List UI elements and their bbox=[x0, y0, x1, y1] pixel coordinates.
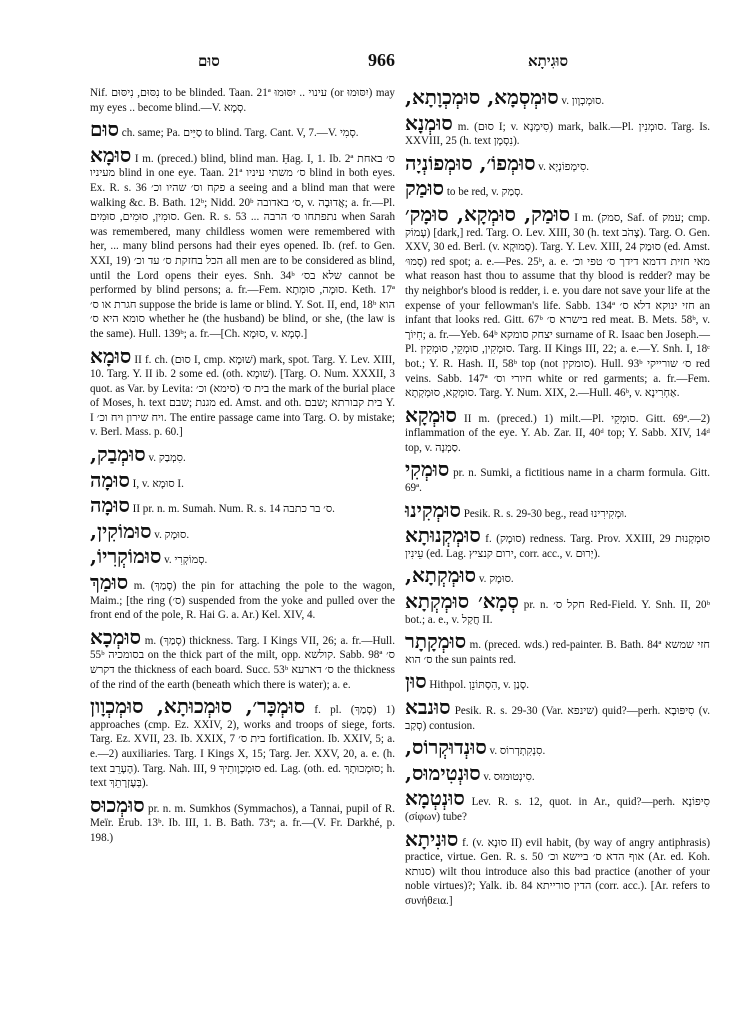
dictionary-entry bbox=[90, 626, 395, 692]
dictionary-entry bbox=[405, 590, 710, 627]
entry-text: I m. (סמק, Saf. of עמק; cmp. עָמוֹק) [dark,] red. Targ. O. Lev. XIII, 30 (h. text צָהֹב). Targ. O. Gen. XXV, 30 ed. Berl. (v. סְמוּקָא). Targ. Y. Lev. XIII, 24 סוּמַק (ed. Amst. סְמוּ׳) red spot; a. e.—Pes. 25ᵇ, a. e. מאי חזית דדמא דידך ס׳ טפי וכ׳ what reason hast thou to assume that thy blood is redder? may be thy neighbor's blood is redder, i. e. you dare not save your life at the expense of your fellowman's life. Sabb. 134ª חזי ינוקא דלא ס׳ an infant that looks red. Gitt. 67ᵇ בישרא ס׳ red meat. B. Mets. 58ᵇ, v. חִיוֹרָ; a. fr.—Yeb. 64ᵇ יצחק סומקא surname of R. Isaac ben Joseph.—Pl. סוּמְקִין, סוּמְקֵי, סוּמְקִין. Targ. II Kings III, 22; a. e.—Y. Snh. I, 18ᶜ bot.; Y. R. Hash. II, 58ᵇ top (not סומקין). Hull. 93ᵇ ס׳ שורייקי red veins. Sabb. 147ª חיורי וס׳ white or red garments; a. fr.—Fem. סוּמְקָא, סוּמְקְתָא. Targ. Y. Num. XIX, 2.—Hull. 46ᵇ, v. אַחְרִינָא. bbox=[405, 211, 711, 400]
entry-headword: סוּמוֹקִין, bbox=[90, 518, 152, 543]
entry-text: Hithpol. הִסְתּוֹנֵן, v. סָנַן. bbox=[429, 679, 530, 692]
entry-text: II f. ch. (סוּם I, cmp. שׁוּמָא) mark, spot. Targ. Y. Lev. XIII, 10. Targ. Y. II ib. 2 some ed. (oth. שׁוּמָא). [Targ. O. Num. XXXII, 3 quot. as Var. by Levita: בית ס׳ (סימא) וכ׳ the mark of the burial place of Moses, h. text מגנת ;שבם ed. Amst. and oth. בית קבורתא ;שבם Y. I ויח שירון ויח וכ׳. The entire passage came into Targ. O. by mistake; v. Berl. Mass. p. 60.] bbox=[90, 353, 395, 439]
entry-headword: סוּמָא bbox=[90, 142, 132, 167]
entry-text: v. סוּמָק. bbox=[154, 528, 190, 541]
dictionary-entry bbox=[90, 545, 395, 568]
dictionary-entry bbox=[90, 695, 395, 791]
dictionary-entry bbox=[405, 787, 710, 824]
entry-headword: סוּמְפוֹ׳, סוּמְפוֹנְיָה bbox=[405, 150, 536, 175]
entry-headword: סוּמַק bbox=[405, 176, 445, 201]
entry-headword: סוּמְקָתָר bbox=[405, 629, 467, 654]
entry-headword: סְמָא׳ סוּמְקְתָא bbox=[405, 589, 519, 614]
entry-text: Nif. נִסּוּם, נִיסּוּם to be blinded. Taan. 21ª עינוי .. יִסּוּמוּ (or יִסּוּמוּ) may my eyes .. become blind.—V. סְמָא. bbox=[90, 87, 395, 114]
dictionary-entry bbox=[90, 794, 395, 846]
entry-text: Lev. R. s. 12, quot. in Ar., quid?—perh. סִיפוֹנָא (σίφων) tube? bbox=[405, 796, 710, 823]
dictionary-entry bbox=[90, 443, 395, 466]
entry-text: v. סוּמָק. bbox=[478, 573, 514, 586]
dictionary-entry bbox=[405, 564, 710, 587]
entry-headword: סוּמְקְנוּתָא bbox=[405, 523, 481, 548]
page-header bbox=[88, 50, 688, 72]
dictionary-entry bbox=[90, 118, 395, 141]
entry-text: f. (סוּמָק) redness. Targ. Prov. XXIII, 29 סוּמְקְנוּת עֵינִין (ed. Lag. ירום קנציץ, corr. acc., v. יְרוּם). bbox=[405, 533, 710, 560]
entry-text: v. סִנְקִתְדְרוֹס. bbox=[489, 745, 546, 758]
dictionary-entry bbox=[90, 469, 395, 492]
dictionary-entry bbox=[405, 670, 710, 693]
entry-text: II m. (preced.) 1) milt.—Pl. סוּמְקֵי. Gitt. 69ª.—2) inflammation of the eye. Y. Ab. Zar. II, 40ᵈ top; Y. Sabb. XIV, 14ᵈ top, v. סַמְנָה. bbox=[405, 412, 710, 454]
dictionary-entry bbox=[90, 494, 395, 517]
dictionary-entry bbox=[405, 524, 710, 561]
entry-headword: סוּמָה bbox=[90, 493, 130, 518]
entry-text: Pesik. R. s. 29-30 (Var. שינפא) quid?—perh. סִיפּוּבָא (v. סְקַב) contusion. bbox=[405, 705, 710, 732]
entry-headword: סוּמְקִי bbox=[405, 457, 450, 482]
entry-headword: סוּנְטִימוּס, bbox=[405, 760, 481, 785]
dictionary-entry bbox=[90, 520, 395, 543]
entry-text: I, v. סוּמָא I. bbox=[132, 477, 184, 490]
left-column bbox=[90, 86, 395, 849]
entry-text: Pesik. R. s. 29-30 beg., read וּמְקִירִינוּ. bbox=[463, 507, 627, 520]
dictionary-entry bbox=[405, 177, 710, 200]
entry-headword: סוּם bbox=[90, 117, 119, 142]
right-column bbox=[405, 86, 710, 912]
entry-headword: סוּמְקָא bbox=[405, 402, 457, 427]
entry-headword: סוּמְבַק, bbox=[90, 442, 146, 467]
entry-headword: סוּמְכוּס bbox=[90, 792, 145, 817]
entry-text: m. (סָמַךְ) the pin for attaching the pole to the wagon, Maim.; [the ring (ס׳) suspended from the yoke and pulled over the front end of the pole, R. Hai G. a. Ar.) Kel. XIV, 4. bbox=[90, 580, 395, 622]
dictionary-entry bbox=[405, 828, 710, 909]
page-number: 966 bbox=[368, 50, 395, 70]
entry-text: m. (סְמַךְ) thickness. Targ. I Kings VII, 26; a. fr.—Hull. 55ᵇ בסומכיה on the thick part of the milt, opp. קולשא. Sabb. 98ª ס׳ דקרש the thickness of each board. Succ. 53ᵇ ס׳ דארעא the thickness of the rind of the earth (beneath which there is water); a. e. bbox=[90, 634, 395, 691]
entry-text: pr. n. חקל ס׳ Red-Field. Y. Snh. II, 20ᵇ bot.; a. e., v. חֲקַל II. bbox=[405, 599, 711, 626]
entry-headword: סוּנְדוּקְרוֹס, bbox=[405, 735, 487, 760]
dictionary-entry bbox=[405, 499, 710, 522]
entry-headword: סוּמְנָא bbox=[405, 110, 453, 135]
entry-text: v. סִימְפוֹנְיָא. bbox=[538, 160, 590, 173]
dictionary-entry bbox=[90, 345, 395, 441]
entry-headword: סוּמְקְתָא, bbox=[405, 563, 477, 588]
entry-text: pr. n. Sumki, a fictitious name in a charm formula. Gitt. 69ª. bbox=[405, 467, 710, 495]
entry-text: pr. n. m. Sumkhos (Symmachos), a Tannai, pupil of R. Meïr. Erub. 13ᵇ. Ib. III, 1. B. Bath. 73ª; a. fr.—(V. Fr. Darkhé, p. 198.) bbox=[90, 802, 395, 844]
entry-headword: סוּמַךְ bbox=[90, 570, 129, 595]
dictionary-entry bbox=[90, 86, 395, 115]
entry-text: II pr. n. m. Sumah. Num. R. s. 14 ס׳ בר כתבה. bbox=[132, 503, 335, 516]
dictionary-entry bbox=[405, 762, 710, 785]
entry-text: m. (preced. wds.) red-painter. B. Bath. 84ª חזי שמשא ס׳ הוא the sun paints red. bbox=[405, 639, 710, 666]
entry-text: v. סִינְטוּמוּס. bbox=[483, 770, 535, 783]
dictionary-entry bbox=[90, 571, 395, 623]
entry-headword: סוּן bbox=[405, 669, 427, 694]
dictionary-entry bbox=[405, 203, 710, 401]
dictionary-entry bbox=[90, 144, 395, 342]
entry-text: I m. (preced.) blind, blind man. Ḥag. I, 1. Ib. 2ª ס׳ באחת מעיניו blind in one eye. Taan. 21ª ס׳ משתי עיניו blind in both eyes. Ex. R. s. 36 פקח וס׳ שהיו וכ׳ a seeing and a blind man that were walking &c. B. Bath. 12ᵇ; Nidd. 20ᵇ ס׳ באדובה, v. אֲדוּבָה; a. fr.—Pl. סוּמִין, סוּמִים, סוּמִים. Gen. R. s. 53 ... נתפתחו ס׳ הרבה when Sarah was remembered, many childless women were remembered with her, ... many blind persons had their eyes opened. Ib. (ref. to Gen. XXI, 19) הכל בחזקת ס׳ עד וכ׳ all men are to be considered as blind, until the Lord opens their eyes. Snh. 34ᵇ שלא בס׳ cannot be performed by blind persons; a. fr.—Fem. סוּמָה, סוּמְתָא. Keth. 17ª חגרת או ס׳ suppose the bride is lame or blind. Y. Sot. II, end, 18ᵇ הוא סומא היא ס׳ whether he (the husband) be blind, or she, (the law is the same). Hull. 139ᵇ; a. fr.—[Ch. סוּמָא, v. סְמָא.] bbox=[90, 152, 396, 340]
entry-headword: סוּמָה bbox=[90, 467, 130, 492]
entry-headword: סוּמָא bbox=[90, 343, 132, 368]
entry-headword: סוּנִיתָא bbox=[405, 826, 459, 851]
entry-headword: סוּמְקִינוּ bbox=[405, 497, 461, 522]
entry-text: v. סִמְבַק. bbox=[148, 452, 186, 465]
entry-headword: סוּמְכָּר׳, סוּמְכוּתָא, סוּמְכְוָון bbox=[90, 694, 306, 719]
entry-text: v. סְמוֹקְרִי. bbox=[164, 554, 208, 567]
dictionary-entry bbox=[405, 404, 710, 456]
entry-headword: סוּמַק, סוּמְקָא, סוּמָק׳ bbox=[405, 201, 571, 226]
dictionary-entry bbox=[405, 630, 710, 667]
entry-headword: סוּנבא bbox=[405, 695, 451, 719]
entry-text: ch. same; Pa. סַיֵּים to blind. Targ. Cant. V, 7.—V. סְמִי. bbox=[121, 127, 359, 140]
dictionary-entry bbox=[405, 736, 710, 759]
header-left-guide-word: סוּם bbox=[198, 54, 220, 70]
entry-headword: סוּמְסְמָא, סוּמְכְוָתָא, bbox=[405, 85, 559, 109]
dictionary-entry bbox=[405, 112, 710, 149]
dictionary-entry bbox=[405, 152, 710, 175]
dictionary-entry bbox=[405, 86, 710, 109]
entry-text: f. pl. (סְמַךְ) 1) approaches (cmp. Ez. XXIV, 2), works and troops of siege, forts. Targ. Ez. XVII, 23. Ib. XXIX, 7 בית ס׳ fortification. Ib. XXIV, 5; a. e.—2) auxiliaries. Targ. I Kings X, 15; Targ. Jer. XXV, 20, a. e. (h. text הֶעָרֵב). Targ. Nah. III, 9 סוּמְכְוָותִיךְ ed. Lag. (oth. ed. סוּמְכוּתָךְ; h. text בְּעֶזְרָתֵךְ). bbox=[90, 704, 395, 790]
header-right-guide-word: סוּגִיתָא bbox=[528, 54, 569, 70]
dictionary-entry bbox=[405, 696, 710, 733]
entry-text: f. (v. סוּנָא II) evil habit, (by way of angry antiphrasis) practice, virtue. Gen. R. s. 50 אוף הדא ס׳ ביישא וכ׳ (Ar. ed. Koh. סנותא) wilt thou introduce also this bad practice (another of your noble virtues)?; Yalk. ib. 84 הדין סורייתא (corr. acc.). [Ar. refers to συνήθεια.] bbox=[405, 836, 711, 907]
entry-headword: סוּמְכָא bbox=[90, 624, 141, 649]
entry-text: v. סוּמְכְוָון. bbox=[561, 95, 605, 107]
entry-text: to be red, v. סְמַק. bbox=[446, 186, 524, 199]
entry-headword: סוּמוֹקְרִיוֹ, bbox=[90, 544, 162, 569]
entry-headword: סוּנְטְמָא bbox=[405, 786, 465, 811]
dictionary-entry bbox=[405, 458, 710, 495]
entry-text: m. (סוּם I; v. סִימְנָא) mark, balk.—Pl. סוּמְנִין. Targ. Is. XXVIII, 25 (h. text נִסְמָן). bbox=[405, 120, 711, 148]
